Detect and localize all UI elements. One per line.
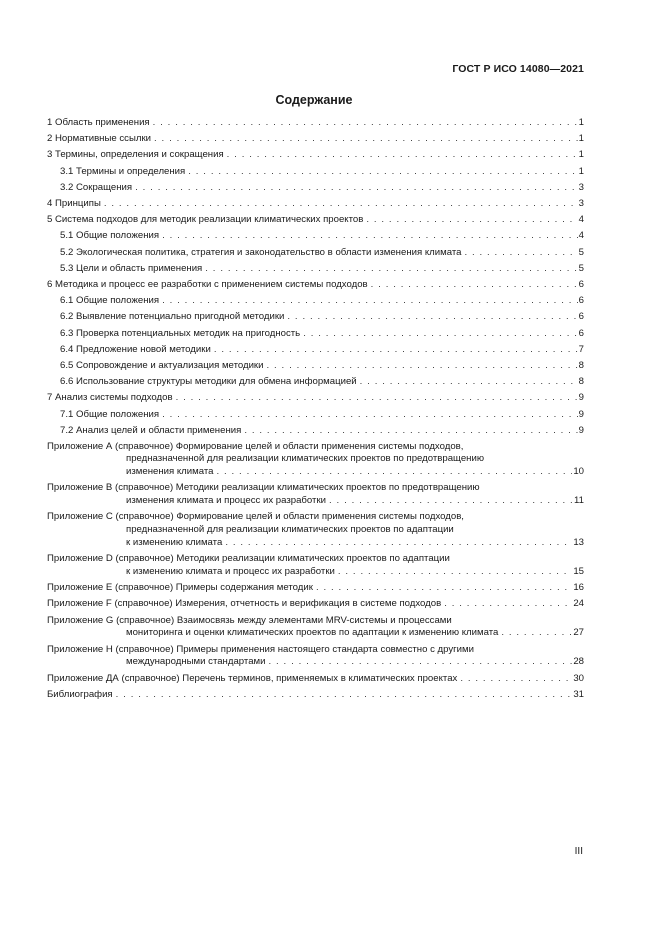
appendix-page: 28: [573, 656, 584, 668]
appendix-row[interactable]: [126, 537, 584, 550]
dot-leader: [371, 277, 578, 293]
toc-entry-page: 8: [578, 376, 584, 388]
toc-entry[interactable]: [60, 293, 584, 309]
appendix-row[interactable]: [126, 466, 584, 479]
dot-leader: [162, 407, 578, 423]
toc-appendix[interactable]: [47, 687, 584, 703]
toc-entry-row[interactable]: [47, 212, 584, 228]
appendix-title: к изменению климата и процесс их разработки: [126, 566, 335, 577]
appendix-title-line: предназначенной для реализации климатических проектов по адаптации: [126, 524, 454, 536]
appendix-page: 24: [573, 598, 584, 610]
toc-entry-title: 7.1 Общие положения: [60, 408, 160, 420]
toc-entry-title: 2 Нормативные ссылки: [47, 133, 152, 145]
appendix-title: Приложение F (справочное) Измерения, отчетность и верификация в системе подходов: [47, 598, 442, 610]
dot-leader: [338, 566, 572, 579]
appendix-row[interactable]: [126, 627, 584, 640]
toc-entry[interactable]: [60, 180, 584, 196]
dot-leader: [329, 495, 573, 508]
toc-entry-row[interactable]: [60, 180, 584, 196]
dot-leader: [366, 212, 577, 228]
page-number: III: [574, 846, 583, 857]
dot-leader: [104, 196, 578, 212]
dot-leader: [303, 326, 577, 342]
toc-entry-title: 6.1 Общие положения: [60, 295, 160, 307]
toc-entry[interactable]: [47, 390, 584, 406]
dot-leader: [225, 537, 572, 550]
toc-entry-page: 4: [578, 230, 584, 242]
toc-entry-row[interactable]: [60, 358, 584, 374]
toc-appendix[interactable]: [47, 510, 584, 552]
toc-entry-row[interactable]: [60, 293, 584, 309]
toc-entry[interactable]: [60, 245, 584, 261]
appendix-page: 11: [574, 495, 584, 507]
appendix-row[interactable]: [47, 598, 584, 611]
toc-entry-title: 3.2 Сокращения: [60, 181, 133, 193]
toc-entry[interactable]: [60, 164, 584, 180]
toc-entry-title: 6.4 Предложение новой методики: [60, 343, 211, 355]
toc-appendix[interactable]: [47, 642, 584, 671]
appendix-title: мониторинга и оценки климатических проектов по адаптации к изменению климата: [126, 627, 499, 639]
toc-entry[interactable]: [47, 115, 584, 131]
dot-leader: [205, 261, 577, 277]
toc-entry-title: 6 Методика и процесс ее разработки с применением системы подходов: [47, 279, 368, 291]
dot-leader: [162, 228, 578, 244]
toc-entry-row[interactable]: [60, 374, 584, 390]
toc-entry-page: 6: [578, 327, 584, 339]
appendix-page: 13: [573, 537, 584, 549]
appendix-page: 27: [573, 627, 584, 639]
toc-entry[interactable]: [47, 147, 584, 163]
toc-title: Содержание: [275, 93, 353, 107]
toc-entry-row[interactable]: [47, 277, 584, 293]
toc-entry-title: 5 Система подходов для методик реализации климатических проектов: [47, 214, 364, 226]
dot-leader: [116, 689, 573, 702]
toc-entry-row[interactable]: [60, 309, 584, 325]
dot-leader: [267, 358, 578, 374]
toc-entry-title: 1 Область применения: [47, 117, 150, 128]
toc-entry[interactable]: [60, 309, 584, 325]
appendix-title-line: Приложение А (справочное) Формирование целей и области применения системы подходов,: [47, 440, 464, 452]
dot-leader: [501, 627, 572, 640]
dot-leader: [244, 423, 577, 439]
toc-entry-page: 3: [578, 198, 584, 210]
toc-entry-page: 1: [578, 133, 584, 145]
toc-appendix[interactable]: [47, 481, 584, 510]
toc-entry-row[interactable]: [47, 390, 584, 406]
toc-entry-title: 5.3 Цели и область применения: [60, 262, 203, 274]
dot-leader: [153, 115, 578, 131]
dot-leader: [135, 180, 578, 196]
appendix-page: 16: [573, 582, 584, 594]
appendix-title: Библиография: [47, 688, 113, 700]
toc-entry[interactable]: [47, 131, 584, 147]
toc-appendix[interactable]: [47, 552, 584, 581]
toc-entry-title: 4 Принципы: [47, 198, 101, 210]
dot-leader: [464, 245, 577, 261]
toc-entry-row[interactable]: [60, 342, 584, 358]
dot-leader: [460, 673, 572, 686]
dot-leader: [214, 342, 578, 358]
toc-entry-page: 6: [578, 279, 584, 291]
toc-entry-row[interactable]: [47, 115, 584, 131]
toc-entry-row[interactable]: [47, 131, 584, 147]
toc-entry-title: 6.6 Использование структуры методики для обмена информацией: [60, 376, 357, 388]
toc-entry[interactable]: [47, 196, 584, 212]
toc-entry[interactable]: [60, 228, 584, 244]
appendix-page: 31: [573, 688, 584, 700]
appendix-row[interactable]: [126, 495, 584, 508]
toc-entry-row[interactable]: [60, 228, 584, 244]
appendix-row[interactable]: [47, 689, 584, 702]
dot-leader: [269, 656, 573, 669]
toc-entry-page: 1: [578, 117, 584, 128]
toc-appendix[interactable]: [47, 671, 584, 687]
appendix-row[interactable]: [47, 673, 584, 686]
toc-entry-page: 8: [578, 360, 584, 372]
toc-entry-page: 7: [578, 343, 584, 355]
toc-entry-title: 3.1 Термины и определения: [60, 165, 186, 177]
toc-entry-row[interactable]: [60, 326, 584, 342]
toc-entry-title: 6.3 Проверка потенциальных методик на пригодность: [60, 327, 301, 339]
appendix-page: 30: [573, 672, 584, 684]
toc-entry-title: 6.5 Сопровождение и актуализация методики: [60, 360, 264, 372]
appendix-title: Приложение Е (справочное) Примеры содержания методик: [47, 582, 313, 594]
toc-entry-row[interactable]: [60, 407, 584, 423]
toc-entry-row[interactable]: [47, 196, 584, 212]
dot-leader: [216, 466, 572, 479]
toc-entry-title: 3 Термины, определения и сокращения: [47, 149, 224, 161]
toc-appendix[interactable]: [47, 581, 584, 597]
toc-entry[interactable]: [47, 277, 584, 293]
appendix-title-line: Приложение G (справочное) Взаимосвязь между элементами MRV-системы и процессами: [47, 614, 452, 626]
toc-entry-page: 6: [578, 295, 584, 307]
toc-entry[interactable]: [60, 358, 584, 374]
appendix-page: 15: [573, 566, 584, 577]
toc-entry-title: 7.2 Анализ целей и области применения: [60, 424, 242, 436]
appendix-title: Приложение ДА (справочное) Перечень терминов, применяемых в климатических проектах: [47, 672, 458, 684]
toc-entry[interactable]: [60, 407, 584, 423]
dot-leader: [287, 309, 577, 325]
toc-entry-page: 9: [578, 424, 584, 436]
appendix-title: международными стандартами: [126, 656, 266, 668]
toc-entry-title: 5.1 Общие положения: [60, 230, 160, 242]
appendix-title-line: Приложение Н (справочное) Примеры применения настоящего стандарта совместно с другими: [47, 643, 474, 655]
appendix-title: к изменению климата: [126, 537, 223, 549]
toc-entry-title: 5.2 Экологическая политика, стратегия и законодательство в области изменения климата: [60, 246, 462, 258]
appendix-title: изменения климата и процесс их разработки: [126, 495, 327, 507]
toc-entry-row[interactable]: [60, 164, 584, 180]
toc-entry-page: 1: [578, 149, 584, 161]
toc-entry-title: 6.2 Выявление потенциально пригодной методики: [60, 311, 285, 323]
dot-leader: [188, 164, 577, 180]
appendix-title: изменения климата: [126, 466, 214, 478]
dot-leader: [176, 390, 578, 406]
appendix-page: 10: [573, 466, 584, 478]
toc-entry[interactable]: [47, 212, 584, 228]
appendix-row[interactable]: [126, 566, 584, 579]
toc-appendix[interactable]: [47, 613, 584, 642]
toc-entry-page: 9: [578, 392, 584, 404]
toc-entry[interactable]: [60, 374, 584, 390]
toc-entry-row[interactable]: [60, 423, 584, 439]
appendix-title-line: Приложение D (справочное) Методики реализации климатических проектов по адаптации: [47, 553, 450, 565]
appendix-title-line: Приложение С (справочное) Формирование целей и области применения системы подходов,: [47, 511, 464, 523]
appendix-title-line: Приложение В (справочное) Методики реализации климатических проектов по предотвращению: [47, 482, 480, 494]
toc-entry[interactable]: [60, 423, 584, 439]
appendix-row[interactable]: [126, 656, 584, 669]
toc-entry-page: 5: [578, 262, 584, 274]
toc-entry-row[interactable]: [60, 245, 584, 261]
toc-entry[interactable]: [60, 326, 584, 342]
toc-entry-page: 3: [578, 181, 584, 193]
appendix-title-line: предназначенной для реализации климатических проектов по предотвращению: [126, 453, 485, 465]
toc-appendix[interactable]: [47, 597, 584, 613]
dot-leader: [227, 147, 578, 163]
toc-appendix[interactable]: [47, 439, 584, 481]
toc-entry[interactable]: [60, 342, 584, 358]
table-of-contents: [47, 115, 584, 703]
dot-leader: [360, 374, 578, 390]
dot-leader: [444, 598, 572, 611]
document-code: ГОСТ Р ИСО 14080—2021: [452, 63, 584, 75]
toc-entry-page: 6: [578, 311, 584, 323]
toc-entry-page: 4: [578, 214, 584, 226]
toc-entry-row[interactable]: [60, 261, 584, 277]
dot-leader: [154, 131, 578, 147]
appendix-row[interactable]: [47, 582, 584, 595]
toc-entry-row[interactable]: [47, 147, 584, 163]
toc-entry-page: 9: [578, 408, 584, 420]
toc-entry-page: 1: [578, 165, 584, 177]
dot-leader: [162, 293, 578, 309]
toc-entry-page: 5: [578, 246, 584, 258]
toc-entry[interactable]: [60, 261, 584, 277]
toc-entry-title: 7 Анализ системы подходов: [47, 392, 173, 404]
dot-leader: [316, 582, 572, 595]
